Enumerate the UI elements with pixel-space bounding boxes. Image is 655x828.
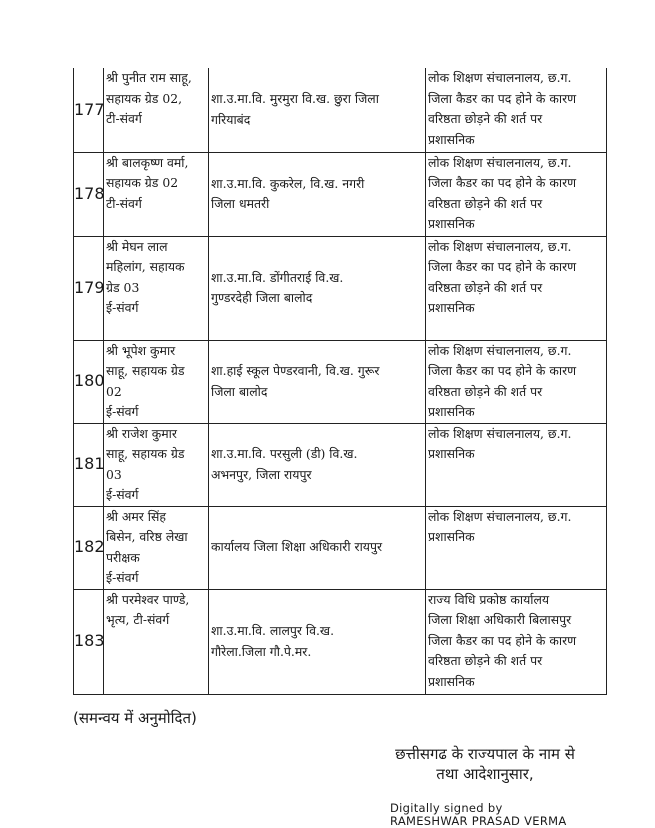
cell-line: प्रशासनिक	[428, 404, 475, 419]
employee-name-cell	[104, 236, 209, 340]
cell-line: महिलांग, सहायक	[106, 259, 185, 274]
cell-line: लोक शिक्षण संचालनालय, छ.ग.	[428, 508, 572, 524]
cell-line: श्री मेघन लाल	[106, 238, 168, 254]
cell-line: जिला शिक्षा अधिकारी बिलासपुर	[428, 612, 572, 627]
signer-name: RAMESHWAR PRASAD VERMA	[390, 814, 567, 828]
cell-line: शा.उ.मा.वि. परसुली (डी) वि.ख.	[211, 446, 358, 461]
posting-office-cell	[209, 152, 426, 236]
cell-line: श्री राजेश कुमार	[106, 425, 177, 441]
cell-line: भृत्य, टी-संवर्ग	[106, 612, 170, 627]
cell-line: सहायक ग्रेड 02	[106, 175, 179, 190]
table-row	[74, 236, 607, 340]
transfer-table-body	[74, 68, 607, 694]
transfer-table	[73, 68, 607, 695]
cell-line: ई-संवर्ग	[106, 300, 139, 315]
serial-number: 179	[74, 236, 104, 340]
cell-line: प्रशासनिक	[428, 216, 475, 231]
cell-line: साहू, सहायक ग्रेड	[106, 446, 185, 461]
cell-line: ई-संवर्ग	[106, 487, 139, 502]
remark-cell	[426, 506, 607, 589]
governor-order-line-2: तथा आदेशानुसार,	[436, 765, 534, 783]
posting-office-cell	[209, 589, 426, 694]
cell-line: श्री भूपेश कुमार	[106, 342, 176, 358]
cell-line: ई-संवर्ग	[106, 570, 139, 585]
employee-name-cell	[104, 152, 209, 236]
cell-line: शा.उ.मा.वि. लालपुर वि.ख.	[211, 623, 335, 638]
posting-office-cell	[209, 340, 426, 423]
cell-line: वरिष्ठता छोड़ने की शर्त पर	[428, 653, 543, 668]
cell-line: वरिष्ठता छोड़ने की शर्त पर	[428, 195, 543, 211]
cell-line: वरिष्ठता छोड़ने की शर्त पर	[428, 111, 543, 126]
cell-line: जिला कैडर का पद होने के कारण	[428, 175, 577, 190]
cell-line: प्रशासनिक	[428, 529, 475, 544]
posting-office-cell	[209, 423, 426, 506]
cell-line: जिला बालोद	[211, 383, 268, 399]
remark-cell	[426, 236, 607, 340]
cell-line: गौरेला.जिला गौ.पे.मर.	[211, 643, 312, 659]
serial-number: 181	[74, 423, 104, 506]
cell-line: जिला कैडर का पद होने के कारण	[428, 363, 577, 378]
signed-by-label: Digitally signed by	[390, 801, 503, 815]
cell-line: ई-संवर्ग	[106, 404, 139, 419]
posting-office-cell	[209, 506, 426, 589]
cell-line: सहायक ग्रेड 02,	[106, 90, 183, 106]
cell-line: प्रशासनिक	[428, 446, 475, 461]
employee-name-cell	[104, 68, 209, 152]
table-row	[74, 589, 607, 694]
cell-line: जिला कैडर का पद होने के कारण	[428, 259, 577, 274]
cell-line: जिला धमतरी	[211, 196, 270, 211]
governor-order-line-1: छत्तीसगढ के राज्यपाल के नाम से	[395, 745, 575, 763]
serial-number: 178	[74, 152, 104, 236]
remark-cell	[426, 589, 607, 694]
cell-line: शा.हाई स्कूल पेण्डरवानी, वि.ख. गुरूर	[211, 363, 380, 378]
employee-name-cell	[104, 340, 209, 423]
remark-cell	[426, 340, 607, 423]
cell-line: श्री पुनीत राम साहू,	[106, 70, 192, 85]
cell-line: श्री परमेश्वर पाण्डे,	[106, 591, 190, 607]
cell-line: श्री बालकृष्ण वर्मा,	[106, 154, 189, 170]
table-row	[74, 340, 607, 423]
cell-line: लोक शिक्षण संचालनालय, छ.ग.	[428, 70, 572, 85]
table-row	[74, 152, 607, 236]
remark-cell	[426, 423, 607, 506]
digital-signature	[390, 802, 567, 828]
cell-line: शा.उ.मा.वि. डोंगीतराई वि.ख.	[211, 269, 344, 285]
cell-line: जिला कैडर का पद होने के कारण	[428, 90, 577, 106]
table-row	[74, 423, 607, 506]
cell-line: प्रशासनिक	[428, 131, 475, 147]
cell-line: गरियाबंद	[211, 111, 251, 127]
remark-cell	[426, 152, 607, 236]
serial-number: 183	[74, 589, 104, 694]
cell-line: 02	[106, 383, 122, 399]
employee-name-cell	[104, 506, 209, 589]
cell-line: प्रशासनिक	[428, 300, 475, 315]
serial-number: 180	[74, 340, 104, 423]
cell-line: साहू, सहायक ग्रेड	[106, 363, 185, 378]
cell-line: वरिष्ठता छोड़ने की शर्त पर	[428, 279, 543, 295]
cell-line: 03	[106, 466, 122, 482]
cell-line: टी-संवर्ग	[106, 195, 142, 211]
cell-line: बिसेन, वरिष्ठ लेखा	[106, 529, 188, 544]
cell-line: श्री अमर सिंह	[106, 508, 166, 524]
cell-line: अभनपुर, जिला रायपुर	[211, 466, 312, 482]
cell-line: ग्रेड 03	[106, 279, 140, 295]
posting-office-cell	[209, 68, 426, 152]
cell-line: जिला कैडर का पद होने के कारण	[428, 632, 577, 648]
cell-line: शा.उ.मा.वि. कुकरेल, वि.ख. नगरी	[211, 175, 365, 191]
table-row	[74, 68, 607, 152]
employee-name-cell	[104, 589, 209, 694]
cell-line: कार्यालय जिला शिक्षा अधिकारी रायपुर	[211, 539, 383, 555]
cell-line: राज्य विधि प्रकोष्ठ कार्यालय	[428, 591, 550, 607]
cell-line: लोक शिक्षण संचालनालय, छ.ग.	[428, 154, 572, 170]
cell-line: वरिष्ठता छोड़ने की शर्त पर	[428, 383, 543, 399]
cell-line: लोक शिक्षण संचालनालय, छ.ग.	[428, 238, 572, 254]
employee-name-cell	[104, 423, 209, 506]
cell-line: टी-संवर्ग	[106, 111, 142, 126]
cell-line: परीक्षक	[106, 549, 140, 565]
cell-line: लोक शिक्षण संचालनालय, छ.ग.	[428, 425, 572, 441]
approval-note: (समन्वय में अनुमोदित)	[73, 709, 197, 727]
serial-number: 177	[74, 68, 104, 152]
table-row	[74, 506, 607, 589]
serial-number: 182	[74, 506, 104, 589]
remark-cell	[426, 68, 607, 152]
cell-line: लोक शिक्षण संचालनालय, छ.ग.	[428, 342, 572, 358]
cell-line: प्रशासनिक	[428, 673, 475, 689]
cell-line: शा.उ.मा.वि. मुरमुरा वि.ख. छुरा जिला	[211, 91, 379, 107]
cell-line: गुण्डरदेही जिला बालोद	[211, 290, 313, 305]
posting-office-cell	[209, 236, 426, 340]
